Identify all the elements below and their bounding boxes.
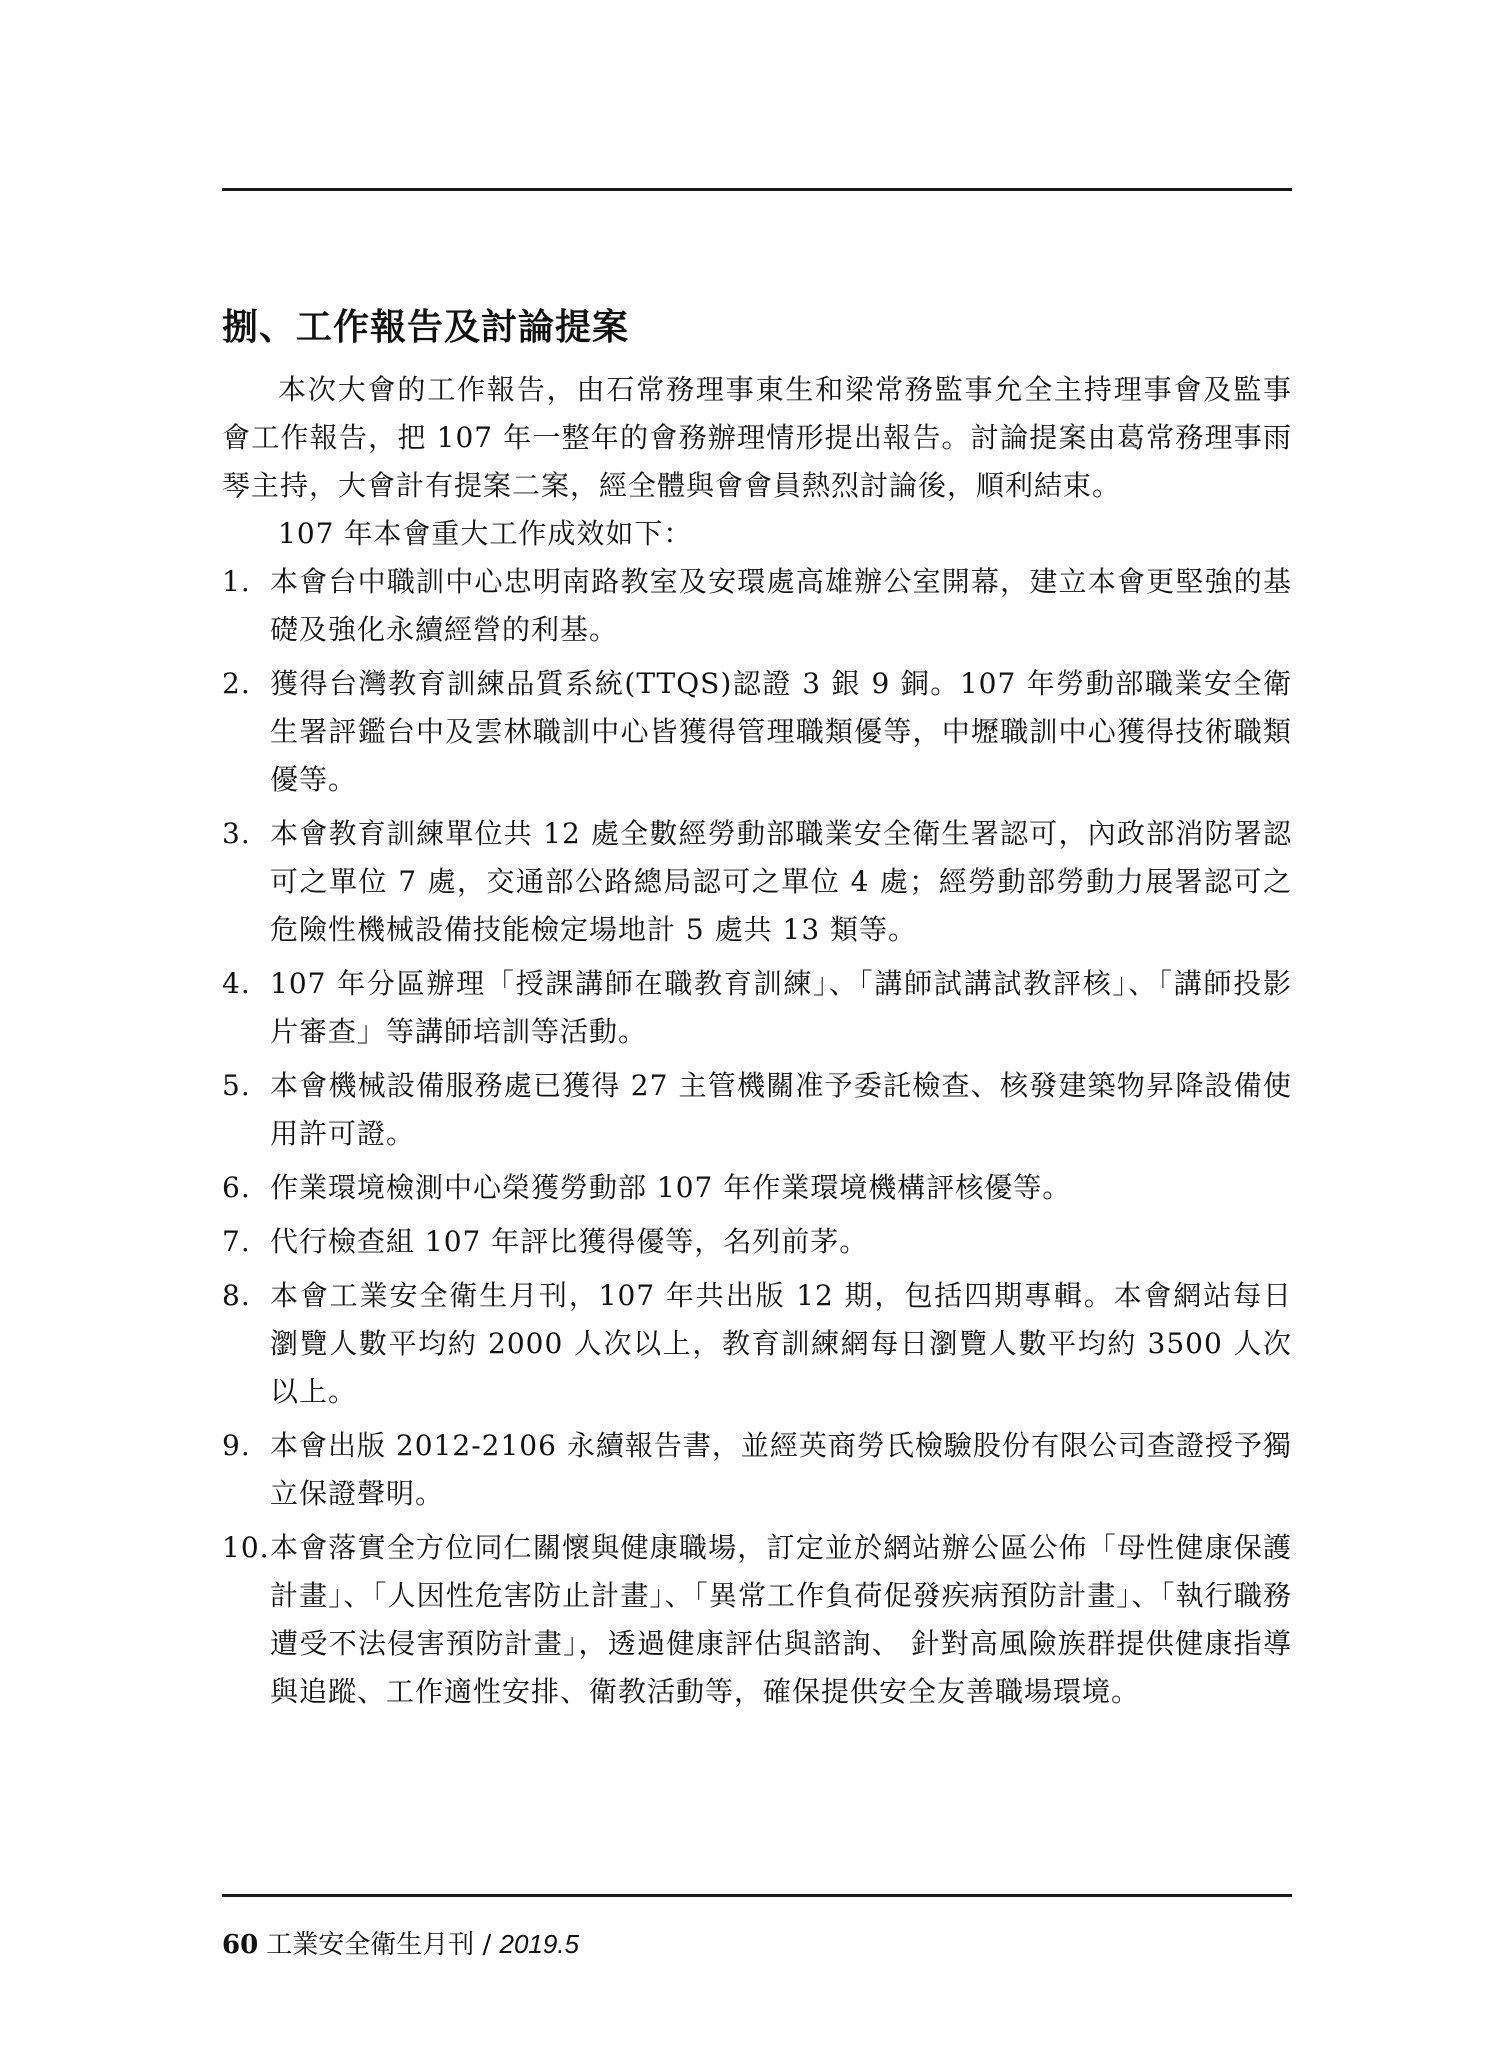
list-item-text: 代行檢查組 107 年評比獲得優等，名列前茅。 [270, 1225, 869, 1258]
list-item [222, 960, 1292, 1056]
list-item-number: 3. [222, 817, 251, 850]
list-item-number: 8. [222, 1279, 251, 1312]
list-item [222, 1164, 1292, 1212]
list-item-text: 本會教育訓練單位共 12 處全數經勞動部職業安全衛生署認可，內政部消防署認可之單位 7 處，交通部公路總局認可之單位 4 處；經勞動部勞動力展署認可之危險性機械設備技能檢定場地計 5 處共 13 類等。 [270, 817, 1292, 946]
page-number: 60 [222, 1930, 259, 1960]
list-item [222, 810, 1292, 954]
intro-paragraph: 本次大會的工作報告，由石常務理事東生和梁常務監事允全主持理事會及監事會工作報告，把 107 年一整年的會務辦理情形提出報告。討論提案由葛常務理事雨琴主持，大會計有提案二案，經全體與會會員熱烈討論後，順利結束。 [222, 373, 1292, 502]
list-item [222, 1422, 1292, 1518]
achievement-list [222, 558, 1292, 1716]
list-item-number: 10. [222, 1531, 270, 1564]
list-item [222, 1524, 1292, 1716]
lead-paragraph: 107 年本會重大工作成效如下： [278, 517, 693, 550]
list-item [222, 1062, 1292, 1158]
header-rule [222, 188, 1292, 191]
list-item [222, 1218, 1292, 1266]
list-item-text: 本會工業安全衛生月刊，107 年共出版 12 期，包括四期專輯。本會網站每日瀏覽人數平均約 2000 人次以上，教育訓練網每日瀏覽人數平均約 3500 人次以上。 [270, 1279, 1292, 1408]
list-item-number: 9. [222, 1429, 251, 1462]
list-item-text: 作業環境檢測中心榮獲勞動部 107 年作業環境機構評核優等。 [270, 1171, 1072, 1204]
list-item-number: 2. [222, 667, 251, 700]
magazine-title: 工業安全衛生月刊 / [266, 1930, 500, 1960]
footer-rule [222, 1894, 1292, 1897]
list-item-number: 7. [222, 1225, 251, 1258]
list-item-text: 本會機械設備服務處已獲得 27 主管機關准予委託檢查、核發建築物昇降設備使用許可證。 [270, 1069, 1292, 1150]
list-item-number: 4. [222, 967, 251, 1000]
list-item-text: 107 年分區辦理「授課講師在職教育訓練」、「講師試講試教評核」、「講師投影片審查」等講師培訓等活動。 [270, 967, 1292, 1048]
list-item-number: 1. [222, 565, 251, 598]
list-item-text: 本會出版 2012-2106 永續報告書，並經英商勞氏檢驗股份有限公司查證授予獨立保證聲明。 [270, 1429, 1292, 1510]
list-item-text: 獲得台灣教育訓練品質系統(TTQS)認證 3 銀 9 銅。107 年勞動部職業安全衛生署評鑑台中及雲林職訓中心皆獲得管理職類優等，中壢職訓中心獲得技術職類優等。 [270, 667, 1292, 796]
page-footer [222, 1924, 579, 1965]
list-item [222, 1272, 1292, 1416]
list-item-text: 本會台中職訓中心忠明南路教室及安環處高雄辦公室開幕，建立本會更堅強的基礎及強化永續經營的利基。 [270, 565, 1292, 646]
list-item-text: 本會落實全方位同仁關懷與健康職場，訂定並於網站辦公區公佈「母性健康保護計畫」、「人因性危害防止計畫」、「異常工作負荷促發疾病預防計畫」、「執行職務遭受不法侵害預防計畫」，透過健康評估與諮詢、 針對高風險族群提供健康指導與追蹤、工作適性安排、衛教活動等，確保提供安全友善職場環境。 [270, 1531, 1292, 1708]
list-item-number: 6. [222, 1171, 251, 1204]
section-heading: 捌、工作報告及討論提案 [222, 307, 630, 348]
list-item [222, 660, 1292, 804]
list-item [222, 558, 1292, 654]
list-item-number: 5. [222, 1069, 251, 1102]
main-content [222, 296, 1292, 1722]
issue-date: 2019.5 [499, 1929, 580, 1959]
